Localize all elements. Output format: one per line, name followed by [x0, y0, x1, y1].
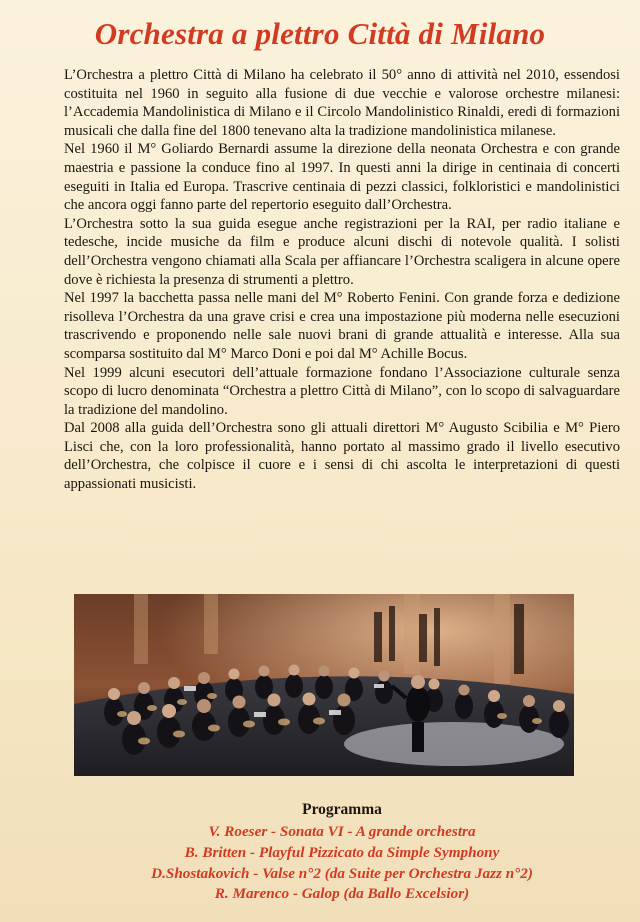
paragraph-recordings: L’Orchestra sotto la sua guida esegue anche registrazioni per la RAI, per radio italiane e tedesche, incide musiche da film e produce alcuni dischi di notevole qualità. I solisti dell’Orchestra vengono chiamati alla Scala per affiancare l’Orchestra scaligera in alcune opere dove è richiesta la presenza di strumenti a plettro. — [64, 215, 620, 288]
program-item: D.Shostakovich - Valse n°2 (da Suite per Orchestra Jazz n°2) — [151, 864, 533, 882]
program-item: R. Marenco - Galop (da Ballo Excelsior) — [214, 885, 470, 903]
program-list — [64, 801, 620, 905]
program-item: B. Britten - Playful Pizzicato da Simple Symphony — [184, 843, 500, 861]
paragraph-fenini: Nel 1997 la bacchetta passa nelle mani del M° Roberto Fenini. Con grande forza e dedizione risolleva l’Orchestra da una grave crisi e crea una impostazione più moderna nelle esecuzioni trascrivendo e proponendo nelle sale nuovi brani di grande attualità e interesse. Alla sua scomparsa sostituito dal M° Marco Doni e poi dal M° Achille Bocus. — [64, 290, 620, 362]
paragraph-bernardi: Nel 1960 il M° Goliardo Bernardi assume la direzione della neonata Orchestra e con grande maestria e passione la conduce fino al 1997. In questi anni la dirige in centinaia di concerti eseguiti in Italia ed Europa. Trascrive centinaia di pezzi classici, folkloristici e mandolinistici che ancora oggi fanno parte del repertorio eseguito dall’Orchestra. — [64, 141, 620, 214]
program-heading: Programma — [302, 801, 382, 818]
history-text — [64, 66, 620, 494]
paragraph-founding: L’Orchestra a plettro Città di Milano ha celebrato il 50° anno di attività nel 2010, essendosi costituita nel 1960 in seguito alla fusione di due vecchie e valorose orchestre milanesi: l’Accademia Mandolinistica di Milano e il Circolo Mandolinistico Rinaldi, eredi di formazioni musicali che dalla fine del 1800 tenevano alta la tradizione mandolinistica milanese. — [64, 67, 620, 139]
paragraph-directors: Dal 2008 alla guida dell’Orchestra sono gli attuali direttori M° Augusto Scibilia e M° Piero Lisci che, con la loro professionalità, hanno portato al massimo grado il livello esecutivo dell’Orchestra, che colpisce il cuore e i sensi di chi ascolta le interpretazioni di questi appassionati musicisti. — [64, 420, 620, 493]
page-title: Orchestra a plettro Città di Milano — [94, 16, 546, 51]
orchestra-photo — [74, 594, 574, 776]
program-item: V. Roeser - Sonata VI - A grande orchestra — [208, 823, 476, 840]
paragraph-association: Nel 1999 alcuni esecutori dell’attuale formazione fondano l’Associazione culturale senza scopo di lucro denominata “Orchestra a plettro Città di Milano”, con lo scopo di salvaguardare la tradizione del mandolino. — [64, 364, 620, 418]
